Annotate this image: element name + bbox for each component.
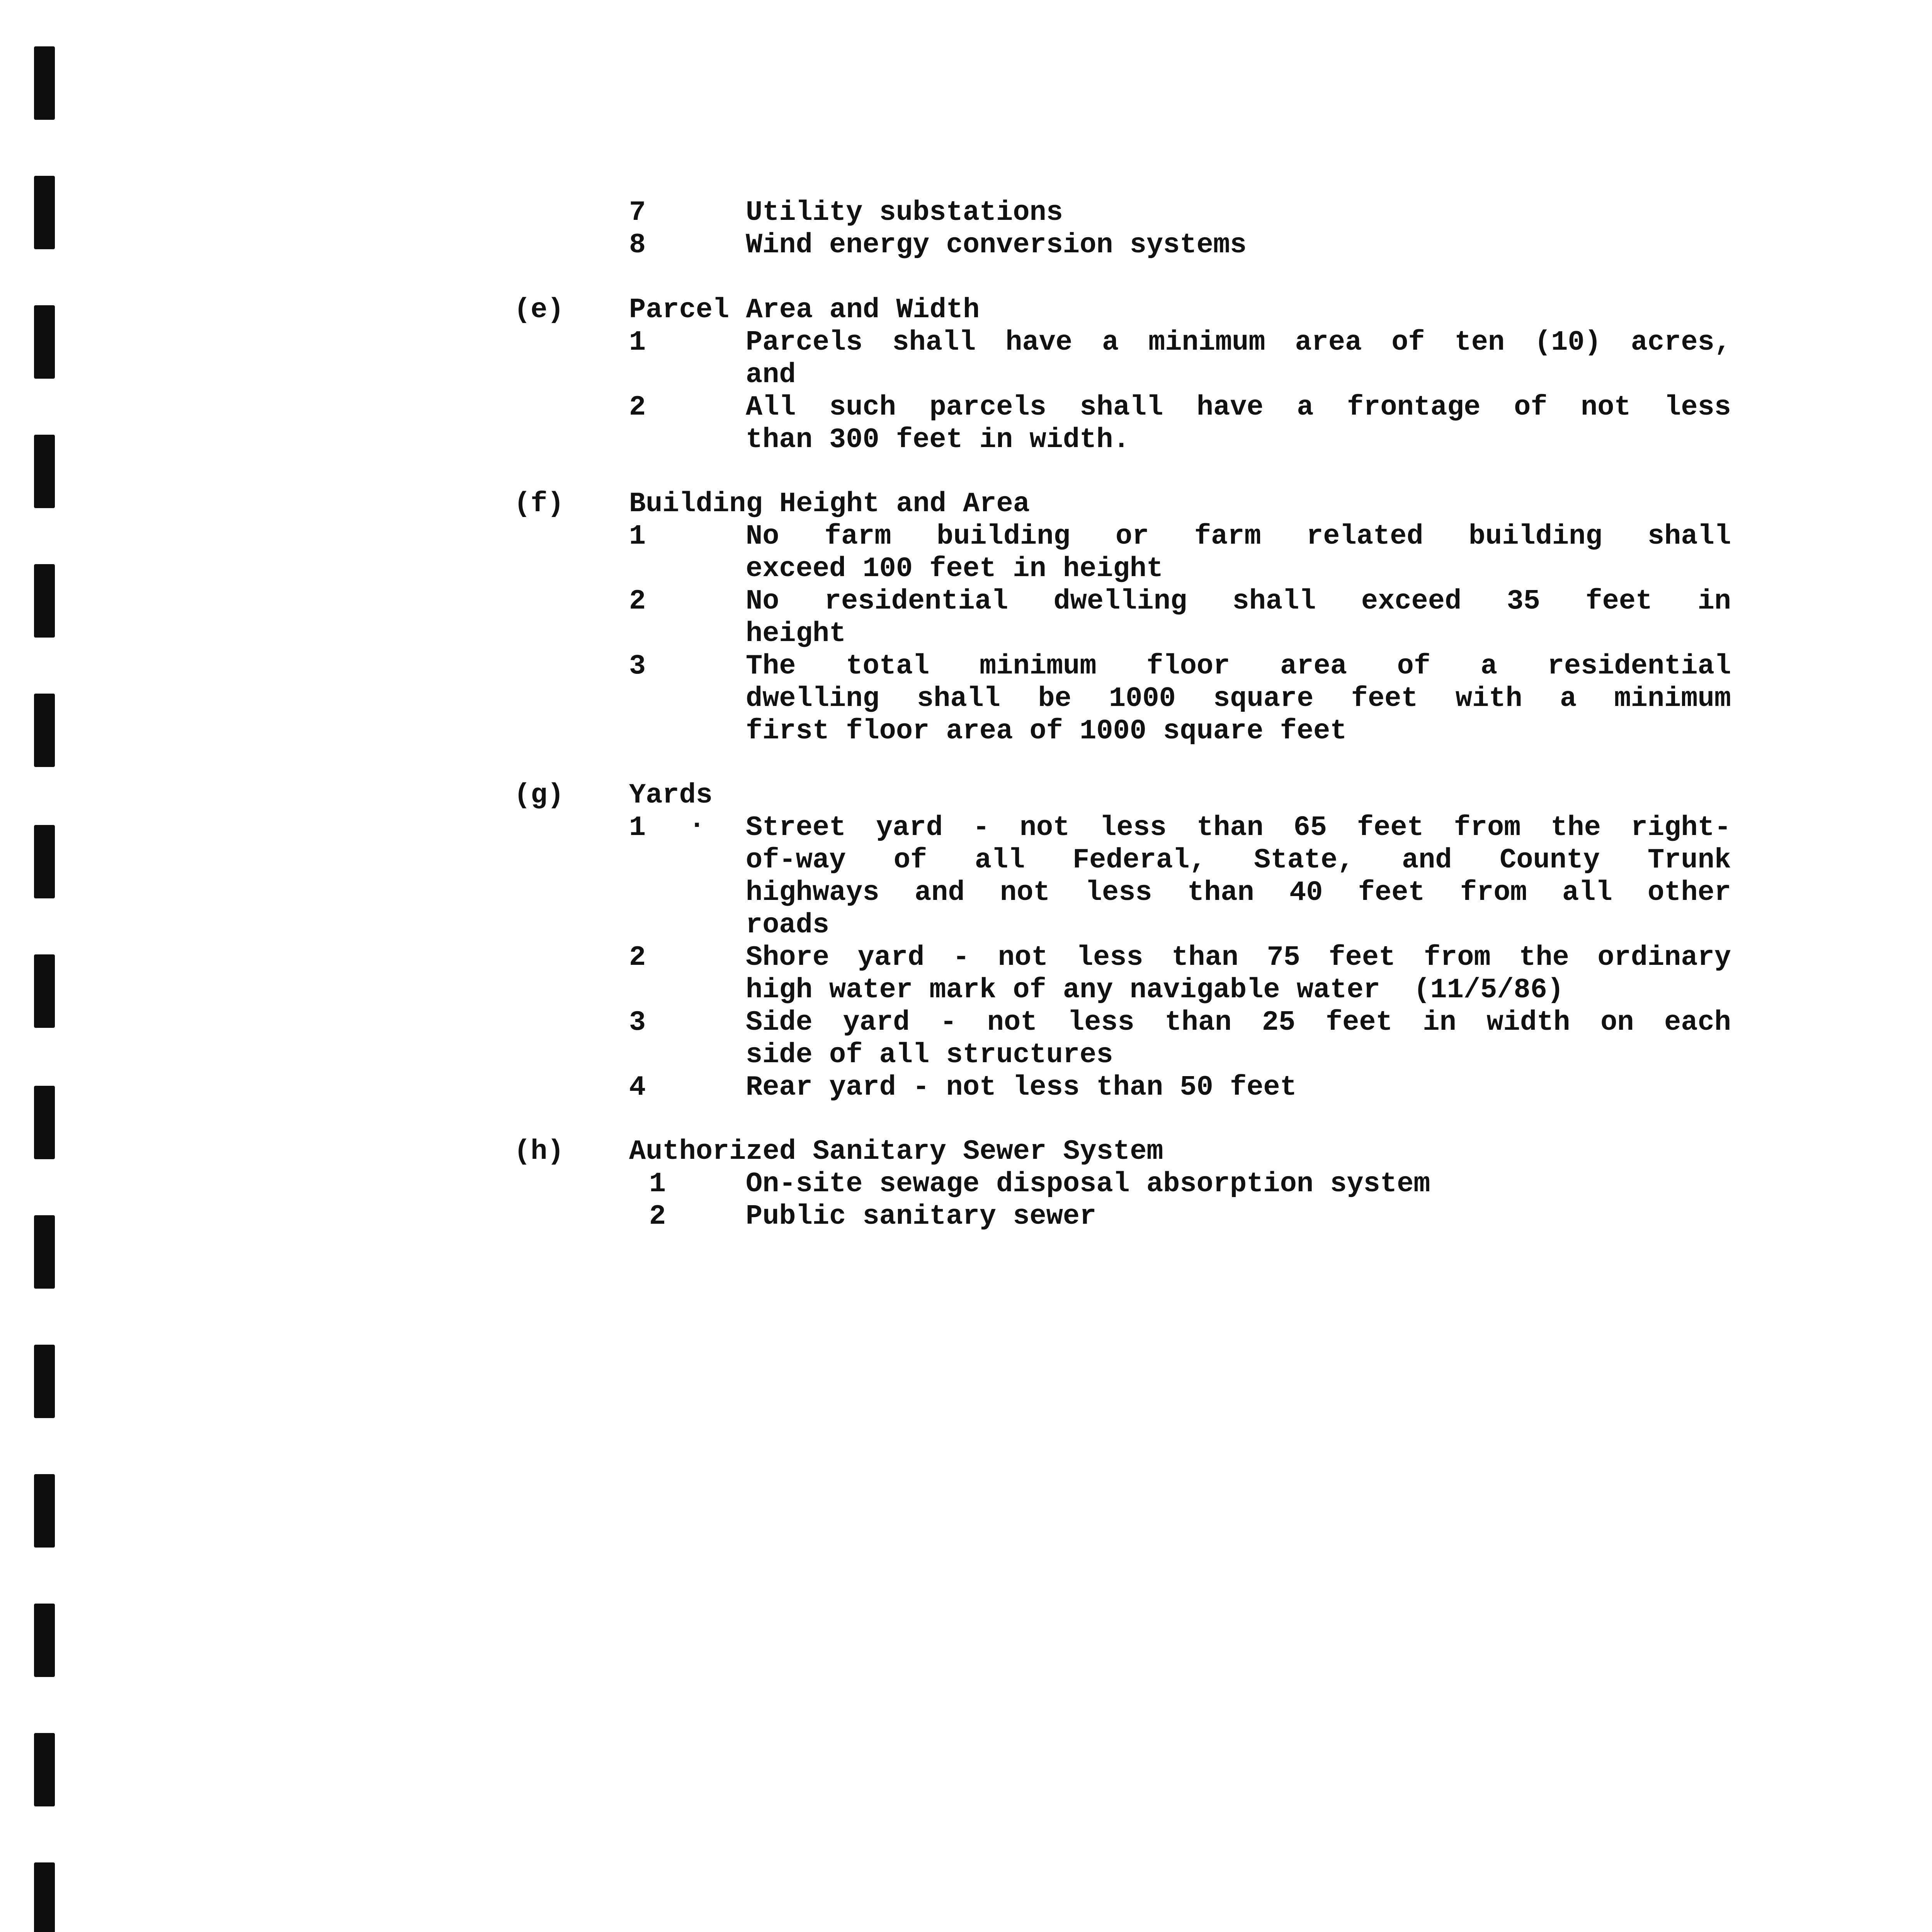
binding-mark	[34, 435, 55, 508]
item-line: highways and not less than 40 feet from all other	[746, 877, 1731, 908]
item-text: and	[746, 359, 796, 391]
item-number: 1	[629, 520, 646, 552]
section-heading-e: Parcel Area and Width	[629, 294, 980, 326]
item-line: dwelling shall be 1000 square feet with a minimum	[746, 683, 1731, 714]
binding-mark	[34, 694, 55, 767]
item-text: Wind energy conversion systems	[746, 229, 1247, 261]
binding-mark	[34, 176, 55, 249]
item-text: first floor area of 1000 square feet	[746, 715, 1347, 747]
item-line: of-way of all Federal, State, and County Trunk	[746, 844, 1731, 876]
item-text: side of all structures	[746, 1039, 1113, 1071]
item-number: 1	[629, 812, 646, 844]
item-text: than 300 feet in width.	[746, 424, 1130, 456]
item-text: roads	[746, 909, 830, 941]
section-heading-f: Building Height and Area	[629, 488, 1030, 520]
item-line: Side yard - not less than 25 feet in width on each	[746, 1007, 1731, 1038]
item-text: Rear yard - not less than 50 feet	[746, 1071, 1297, 1103]
item-text	[746, 941, 1731, 974]
item-text	[746, 585, 1731, 617]
item-number: 2	[629, 391, 646, 423]
binding-mark	[34, 1733, 55, 1806]
item-number: 7	[629, 197, 646, 228]
item-text: exceed 100 feet in height	[746, 553, 1163, 585]
binding-mark	[34, 46, 55, 120]
binding-mark	[34, 954, 55, 1028]
item-text: On-site sewage disposal absorption system	[746, 1168, 1430, 1200]
item-text	[746, 876, 1731, 909]
section-letter-f: (f)	[514, 488, 564, 520]
item-line: Shore yard - not less than 75 feet from the ordinary	[746, 942, 1731, 973]
item-text	[746, 1006, 1731, 1039]
binding-mark	[34, 564, 55, 638]
item-text	[746, 391, 1731, 423]
item-number: 1	[629, 327, 646, 358]
item-text: Public sanitary sewer	[746, 1201, 1097, 1232]
item-line: Parcels shall have a minimum area of ten (10) acres,	[746, 327, 1731, 358]
binding-mark	[34, 1345, 55, 1418]
item-text: Utility substations	[746, 197, 1063, 228]
binding-mark	[34, 825, 55, 898]
item-line: All such parcels shall have a frontage of not less	[746, 391, 1731, 423]
binding-mark	[34, 1086, 55, 1159]
item-number: 2	[629, 585, 646, 617]
item-number: 2	[649, 1201, 666, 1232]
item-line: Street yard - not less than 65 feet from the right-	[746, 812, 1731, 844]
item-text	[746, 811, 1731, 844]
binding-mark	[34, 1215, 55, 1289]
item-number: 4	[629, 1071, 646, 1103]
item-text: high water mark of any navigable water (11/5/86)	[746, 974, 1564, 1006]
section-letter-g: (g)	[514, 779, 564, 811]
item-text: height	[746, 618, 846, 650]
item-number: 8	[629, 229, 646, 261]
section-letter-h: (h)	[514, 1136, 564, 1167]
item-line: The total minimum floor area of a residential	[746, 650, 1731, 682]
item-text	[746, 520, 1731, 553]
item-number: 1	[649, 1168, 666, 1200]
item-number: 3	[629, 650, 646, 682]
item-line: No residential dwelling shall exceed 35 feet in	[746, 585, 1731, 617]
item-number: 2	[629, 942, 646, 973]
section-heading-h: Authorized Sanitary Sewer System	[629, 1136, 1163, 1167]
binding-mark	[34, 1862, 55, 1932]
item-number: 3	[629, 1007, 646, 1038]
item-text	[746, 682, 1731, 715]
item-text	[746, 650, 1731, 682]
item-text	[746, 326, 1731, 359]
item-text	[746, 844, 1731, 876]
section-letter-e: (e)	[514, 294, 564, 326]
binding-mark	[34, 1474, 55, 1548]
binding-mark	[34, 1604, 55, 1677]
binding-mark	[34, 305, 55, 379]
item-line: No farm building or farm related building shall	[746, 520, 1731, 552]
section-heading-g: Yards	[629, 779, 713, 811]
item-mark: ·	[689, 810, 706, 841]
